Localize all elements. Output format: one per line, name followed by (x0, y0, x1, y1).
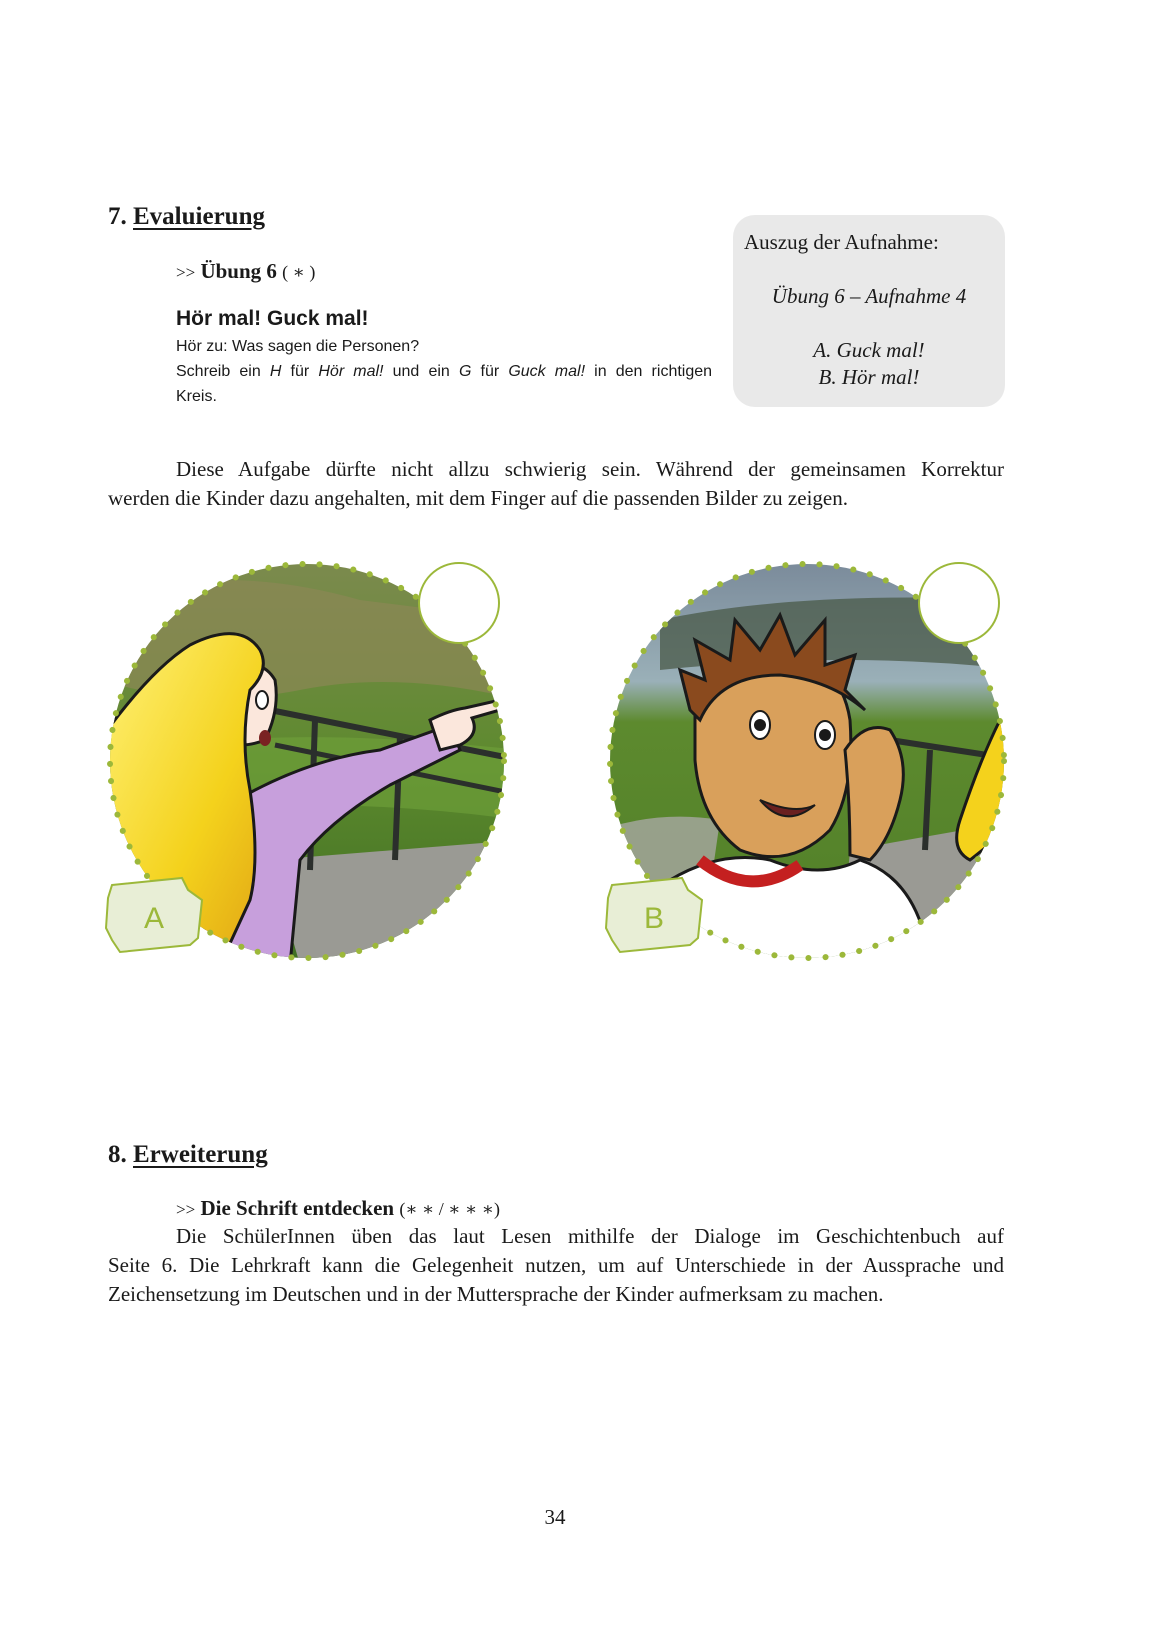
illustration-a (100, 560, 520, 965)
task-text-part: Schreib ein (176, 363, 270, 380)
task-line-3: Kreis. (176, 388, 217, 405)
exercise-name: Die Schrift entdecken (200, 1196, 395, 1220)
task-letter-g: G (458, 363, 472, 380)
excerpt-line-b: B. Hör mal! (818, 365, 920, 389)
exercise-level: ( ∗ ) (282, 262, 316, 282)
task-phrase-hoer: Hör mal! (318, 363, 384, 380)
extension-line-3: Zeichensetzung im Deutschen und in der Muttersprache der Kinder aufmerksam zu machen. (108, 1282, 884, 1306)
excerpt-heading: Auszug der Aufnahme: (744, 230, 939, 254)
paragraph-line-2: werden die Kinder dazu angehalten, mit dem Finger auf die passenden Bilder zu zeigen. (108, 486, 848, 510)
section-7-heading (108, 203, 265, 231)
task-title: Hör mal! Guck mal! (176, 307, 369, 330)
section-7-title: Evaluierung (133, 203, 265, 230)
excerpt-recording-title: Übung 6 – Aufnahme 4 (771, 284, 967, 308)
exercise-name: Übung 6 (200, 259, 277, 283)
extension-line-1: Die SchülerInnen üben das laut Lesen mithilfe der Dialoge im Geschichtenbuch auf (176, 1224, 1004, 1248)
page-number: 34 (544, 1505, 566, 1529)
exercise-prefix: >> (176, 263, 196, 282)
illustration-b (600, 560, 1020, 965)
task-line-2 (176, 359, 712, 384)
task-line-1: Hör zu: Was sagen die Personen? (176, 338, 420, 355)
task-text-part: und ein (383, 363, 459, 380)
extension-line-2: Seite 6. Die Lehrkraft kann die Gelegenheit nutzen, um auf Unterschiede in der Aussprache und (108, 1253, 1004, 1277)
label-badge-a (106, 878, 202, 952)
section-8-heading (108, 1141, 268, 1169)
section-8-number: 8. (108, 1141, 127, 1168)
task-text-part: für (471, 363, 509, 380)
recording-excerpt-box (733, 215, 1005, 407)
paragraph-line-1: Diese Aufgabe dürfte nicht allzu schwierig sein. Während der gemeinsamen Korrektur (176, 457, 1004, 481)
task-text-part: für (281, 363, 319, 380)
extension-paragraph (108, 1222, 1004, 1309)
task-instructions (176, 334, 712, 409)
evaluation-paragraph (108, 455, 1004, 513)
label-b-text: B (643, 902, 665, 935)
schrift-entdecken-heading (176, 1196, 500, 1221)
section-8-title: Erweiterung (133, 1141, 268, 1168)
exercise-level: (∗ ∗ / ∗ ∗ ∗) (399, 1199, 500, 1219)
excerpt-line-a: A. Guck mal! (813, 338, 925, 362)
task-text-part: in den richtigen (585, 363, 713, 380)
label-badge-b (606, 878, 702, 952)
exercise-prefix: >> (176, 1200, 196, 1219)
exercise-6-heading (176, 259, 315, 284)
label-a-text: A (143, 902, 165, 935)
task-phrase-guck: Guck mal! (508, 363, 586, 380)
section-7-number: 7. (108, 203, 127, 230)
task-letter-h: H (269, 363, 282, 380)
